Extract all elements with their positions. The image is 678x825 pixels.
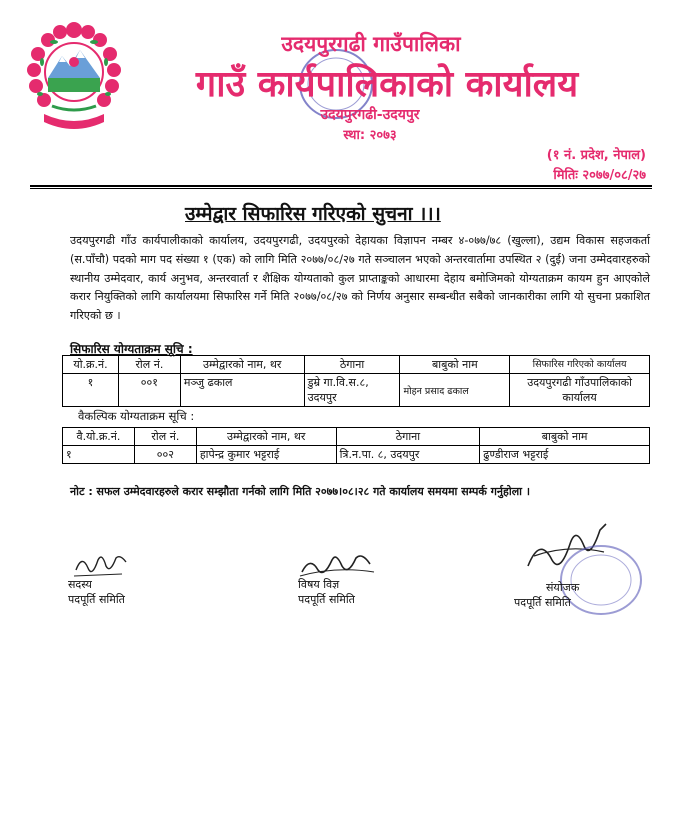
table-row [63, 374, 650, 407]
cell-father: ढुण्डीराज भट्टराई [480, 446, 650, 464]
cell-office: उदयपुरगढी गाँउपालिकाको कार्यालय [510, 374, 650, 407]
cell-roll: ००२ [134, 446, 196, 464]
header-divider [30, 185, 652, 187]
col-header: यो.क्र.नं. [63, 356, 119, 374]
signature-committee: पदपूर्ति समिति [298, 593, 355, 606]
province-label: (१ नं. प्रदेश, नेपाल) [546, 148, 646, 163]
cell-serial: १ [63, 446, 135, 464]
recommended-list-title: सिफारिस योग्यताक्रम सूचि : [70, 342, 193, 356]
cell-name: मञ्जु ढकाल [180, 374, 304, 407]
col-header: वै.यो.क्र.नं. [63, 428, 135, 446]
signature-coordinator [514, 580, 579, 610]
municipality-emblem-icon [24, 18, 124, 136]
table-header-row [63, 356, 650, 374]
cell-roll: ००१ [118, 374, 180, 407]
notice-paragraph: उदयपुरगढी गाँउ कार्यपालीकाको कार्यालय, उदयपुरगढी, उदयपुरको देहायका विज्ञापन नम्बर ४-०७७/७८ (खुल्ला), उद्यम विकास सहजकर्ता (स.पाँचौ) पदको माग पद संख्या १ (एक) को लागि मिति २०७७/०८/२७ गते सञ्चालन भएको अन्तरवार्तामा उपस्थित २ (दुई) जना उम्मेदवारहरुको स्थानीय उम्मेदवार, कार्य अनुभव, अन्तरवार्ता र शैक्षिक योग्यताको कुल प्राप्ताङ्कको आधारमा देहाय बमोजिमको योग्यताक्रम कायम हुन आएकोले करार नियुक्तिको लागि कार्यालयमा सिफारिस गर्ने मिति २०७७/०८/२७ को निर्णय अनुसार सम्बन्धीत सबैको जानकारीका लागि यो सुचना प्रकाशित गरिएको छ । [70, 234, 650, 323]
col-header: बाबुको नाम [480, 428, 650, 446]
col-header: ठेगाना [336, 428, 480, 446]
recommended-table [62, 355, 650, 407]
established-year: स्था: २०७३ [343, 128, 397, 143]
notice-title: उम्मेद्वार सिफारिस गरिएको सुचना ।।। [185, 203, 441, 225]
cell-address: डुम्रे गा.वि.स.८, उदयपुर [304, 374, 400, 407]
signature-role: सदस्य [68, 578, 92, 591]
signature-role: विषय विज्ञ [298, 578, 340, 591]
alternative-table [62, 427, 650, 464]
office-name: गाउँ कार्यपालिकाको कार्यालय [195, 64, 579, 105]
signature-committee: पदपूर्ति समिति [514, 596, 571, 609]
signature-subject-expert [298, 577, 355, 607]
signature-member [68, 577, 125, 607]
notice-date: मितिः २०७७/०८/२७ [553, 168, 646, 183]
col-header: ठेगाना [304, 356, 400, 374]
cell-address: त्रि.न.पा. ८, उदयपुर [336, 446, 480, 464]
expert-signature-icon [296, 546, 376, 580]
cell-father: मोहन प्रसाद ढकाल [400, 374, 510, 407]
signature-role: संयोजक [546, 581, 580, 594]
col-header: रोल नं. [118, 356, 180, 374]
table-row [63, 446, 650, 464]
office-address: उदयपुरगढी-उदयपुर [320, 107, 420, 123]
col-header: सिफारिस गरिएको कार्यालय [510, 356, 650, 374]
header-divider-thin [30, 188, 652, 189]
cell-name: हापेन्द्र कुमार भट्टराई [196, 446, 336, 464]
municipality-name: उदयपुरगढी गाउँपालिका [281, 32, 461, 56]
cell-serial: १ [63, 374, 119, 407]
col-header: उम्मेद्वारको नाम, थर [196, 428, 336, 446]
col-header: रोल नं. [134, 428, 196, 446]
signature-committee: पदपूर्ति समिति [68, 593, 125, 606]
note-text: नोट : सफल उम्मेदवारहरुले करार सम्झौता गर्नको लागि मिति २०७७।०८।२८ गते कार्यालय समयमा सम्पर्क गर्नुहोला । [70, 485, 530, 498]
col-header: बाबुको नाम [400, 356, 510, 374]
alternative-list-title: वैकल्पिक योग्यताक्रम सूचि : [78, 409, 195, 423]
table-header-row [63, 428, 650, 446]
col-header: उम्मेद्वारको नाम, थर [180, 356, 304, 374]
